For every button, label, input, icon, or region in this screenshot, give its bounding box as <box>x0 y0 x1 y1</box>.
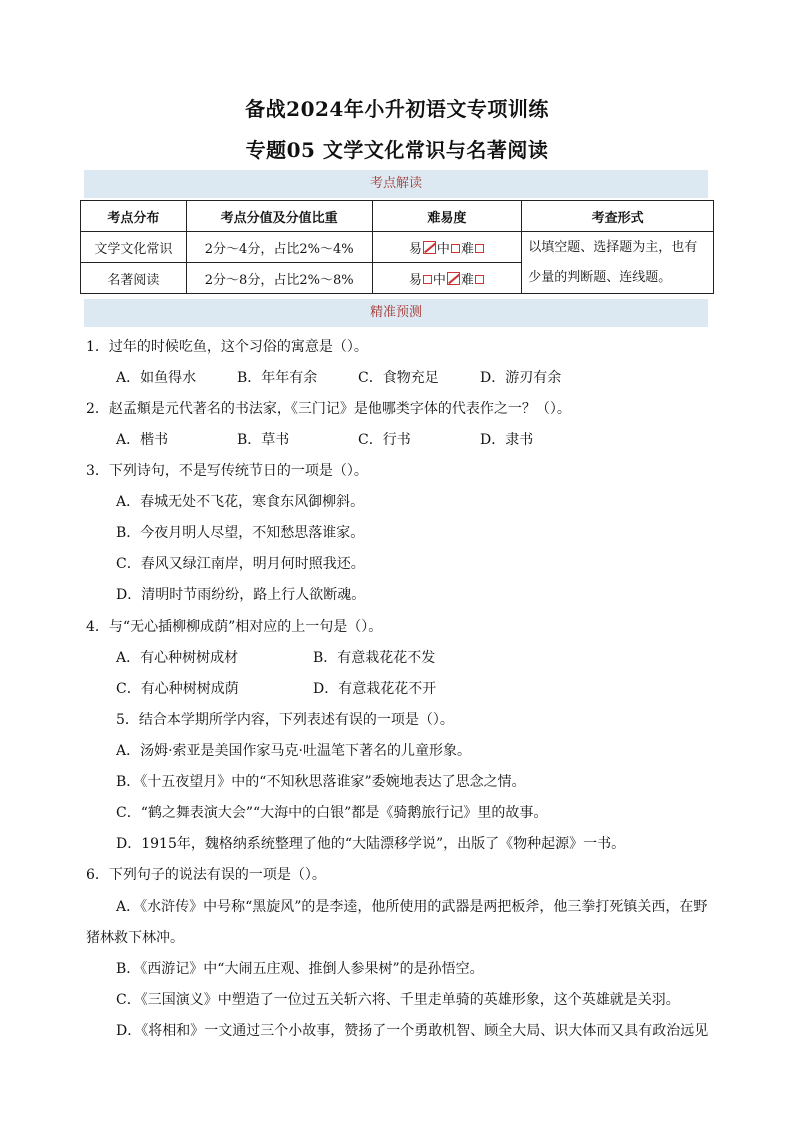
option-c: C．有心种树树成荫 <box>116 681 239 697</box>
option-b: B．《西游记》中“大闹五庄观、推倒人参果树”的是孙悟空。 <box>116 961 484 977</box>
checkbox-icon <box>475 275 484 284</box>
option-a: A．春城无处不飞花，寒食东风御柳斜。 <box>116 494 365 510</box>
checkbox-icon <box>451 244 460 253</box>
topic-cell: 名著阅读 <box>81 263 187 294</box>
option-b: B．草书 <box>237 432 290 448</box>
option-d: D．有意栽花花不开 <box>313 681 437 697</box>
question-4: 4．与“无心插柳柳成荫”相对应的上一句是（）。 <box>86 619 383 635</box>
question-5: 5．结合本学期所学内容，下列表述有误的一项是（）。 <box>116 712 454 728</box>
option-b: B．年年有余 <box>237 370 318 386</box>
option-b: B．《十五夜望月》中的“不知秋思落谁家”委婉地表达了思念之情。 <box>116 774 526 790</box>
checked-box-icon <box>447 272 460 285</box>
option-a: A．如鱼得水 <box>116 370 197 386</box>
question-3: 3．下列诗句，不是写传统节日的一项是（）。 <box>86 463 368 479</box>
option-a: A．楷书 <box>116 432 169 448</box>
option-c: C．“鹤之舞表演大会”“大海中的白银”都是《骑鹅旅行记》里的故事。 <box>116 805 548 821</box>
section-banner-analysis: 考点解读 <box>84 170 708 198</box>
option-d: D．《将相和》一文通过三个小故事，赞扬了一个勇敢机智、顾全大局、识大体而又具有政治远见 <box>116 1023 709 1039</box>
table-header: 考点分布 <box>81 201 187 232</box>
question-1: 1．过年的时候吃鱼，这个习俗的寓意是（）。 <box>86 339 368 355</box>
option-c: C．春风又绿江南岸，明月何时照我还。 <box>116 556 365 572</box>
option-d: D．1915年，魏格纳系统整理了他的“大陆漂移学说”，出版了《物种起源》一书。 <box>116 836 626 852</box>
option-d: D．清明时节雨纷纷，路上行人欲断魂。 <box>116 587 366 603</box>
option-d: D．隶书 <box>480 432 534 448</box>
option-a: A．汤姆·索亚是美国作家马克·吐温笔下著名的儿童形象。 <box>116 743 472 759</box>
option-c: C．《三国演义》中塑造了一位过五关斩六将、千里走单骑的英雄形象，这个英雄就是关羽。 <box>116 992 680 1008</box>
difficulty-cell: 易 中 难 <box>372 263 522 294</box>
option-a-continued: 猪林救下林冲。 <box>86 930 184 946</box>
option-a: A．《水浒传》中号称“黑旋风”的是李逵，他所使用的武器是两把板斧，他三拳打死镇关西，在野 <box>116 899 708 915</box>
checkbox-icon <box>475 244 484 253</box>
form-cell: 以填空题、选择题为主，也有少量的判断题、连线题。 <box>522 232 714 294</box>
option-a: A．有心种树树成材 <box>116 650 239 666</box>
table-row <box>81 232 714 263</box>
difficulty-cell: 易 中 难 <box>372 232 522 263</box>
exam-point-table <box>80 200 714 294</box>
checkbox-icon <box>423 275 432 284</box>
option-d: D．游刃有余 <box>480 370 562 386</box>
section-banner-prediction: 精准预测 <box>84 299 708 327</box>
topic-cell: 文学文化常识 <box>81 232 187 263</box>
document-title: 备战2024年小升初语文专项训练 <box>245 97 549 121</box>
table-header: 难易度 <box>372 201 522 232</box>
question-6: 6．下列句子的说法有误的一项是（）。 <box>86 867 326 883</box>
score-cell: 2分～8分，占比2%～8% <box>186 263 372 294</box>
option-c: C．食物充足 <box>358 370 439 386</box>
table-header: 考查形式 <box>522 201 714 232</box>
option-c: C．行书 <box>358 432 411 448</box>
question-2: 2．赵孟頫是元代著名的书法家，《三门记》是他哪类字体的代表作之一？（）。 <box>86 401 571 417</box>
score-cell: 2分～4分，占比2%～4% <box>186 232 372 263</box>
document-subtitle: 专题05 文学文化常识与名著阅读 <box>245 138 549 162</box>
table-header-row <box>81 201 714 232</box>
table-header: 考点分值及分值比重 <box>186 201 372 232</box>
option-b: B．今夜月明人尽望，不知愁思落谁家。 <box>116 525 365 541</box>
option-b: B．有意栽花花不发 <box>313 650 436 666</box>
checked-box-icon <box>423 241 436 254</box>
